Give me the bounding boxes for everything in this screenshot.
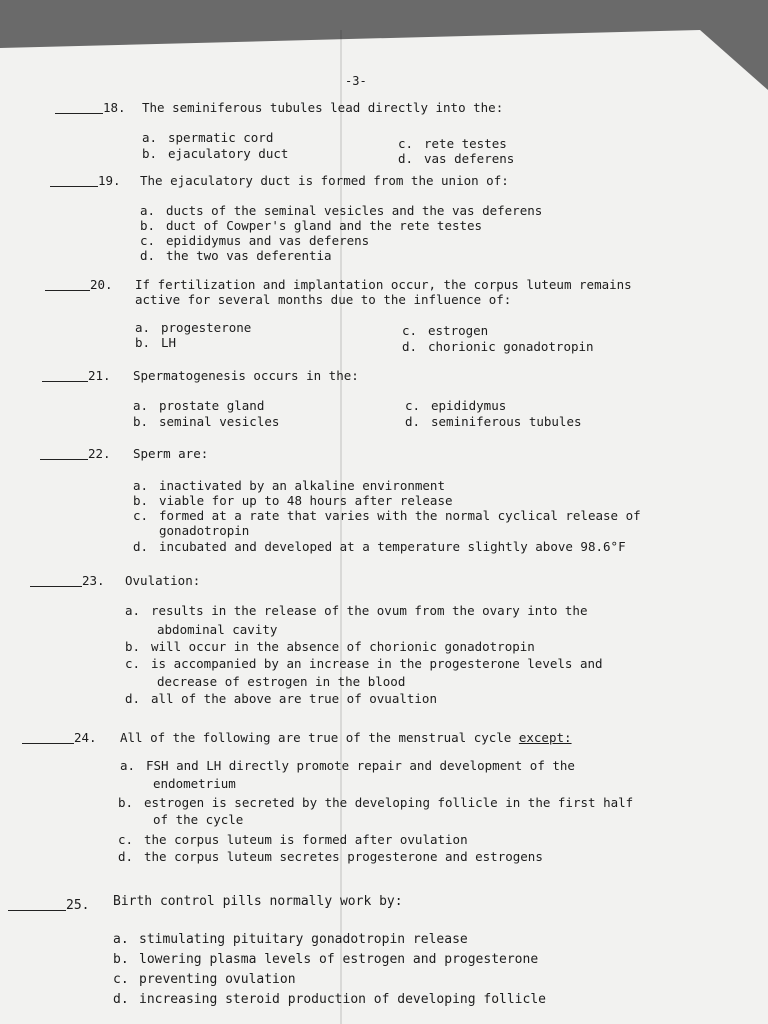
option-c: c. estrogen: [402, 323, 489, 338]
option-a: a. prostate gland: [133, 398, 265, 413]
answer-blank: [40, 459, 88, 460]
option-b: b. ejaculatory duct: [142, 146, 289, 161]
option-b: b. LH: [135, 335, 177, 350]
page-number: -3-: [345, 74, 367, 88]
option-a: a. ducts of the seminal vesicles and the vas deferens: [140, 203, 543, 218]
option-a: a. progesterone: [135, 320, 252, 335]
option-c: c. epididymus and vas deferens: [140, 233, 370, 248]
option-a: a. results in the release of the ovum from the ovary into the: [125, 603, 588, 618]
answer-blank: [22, 743, 74, 744]
option-d: d. the two vas deferentia: [140, 248, 332, 263]
question-stem-line-2: active for several months due to the influence of:: [135, 292, 512, 307]
answer-blank: [42, 381, 88, 382]
question-number: 25.: [66, 898, 90, 913]
option-a-continued: endometrium: [153, 776, 236, 791]
question-stem-emphasis: except:: [518, 730, 572, 745]
option-d: d. chorionic gonadotropin: [402, 339, 594, 354]
option-b: b. lowering plasma levels of estrogen and progesterone: [113, 952, 539, 967]
option-a: a. inactivated by an alkaline environment: [133, 478, 445, 493]
question-number: 22.: [88, 446, 111, 461]
option-c: c. rete testes: [398, 136, 507, 151]
option-a: a. FSH and LH directly promote repair and development of the: [120, 758, 575, 773]
question-stem: Ovulation:: [125, 573, 201, 588]
option-b: b. viable for up to 48 hours after release: [133, 493, 453, 508]
answer-blank: [50, 186, 98, 187]
option-c: c. preventing ovulation: [113, 972, 296, 987]
option-c: c. formed at a rate that varies with the normal cyclical release of: [133, 508, 641, 523]
question-stem: All of the following are true of the menstrual cycle except:: [120, 730, 572, 745]
question-number: 24.: [74, 730, 97, 745]
question-number: 23.: [82, 573, 105, 588]
option-a: a. spermatic cord: [142, 130, 274, 145]
question-number: 19.: [98, 173, 121, 188]
option-b: b. seminal vesicles: [133, 414, 280, 429]
option-c: c. epididymus: [405, 398, 507, 413]
question-stem: Birth control pills normally work by:: [113, 894, 403, 909]
question-number: 21.: [88, 368, 111, 383]
option-c-continued: decrease of estrogen in the blood: [157, 674, 406, 689]
question-stem-line-1: If fertilization and implantation occur, the corpus luteum remains: [135, 277, 632, 292]
option-b: b. duct of Cowper's gland and the rete testes: [140, 218, 483, 233]
question-number: 18.: [103, 100, 126, 115]
option-d: d. seminiferous tubules: [405, 414, 582, 429]
answer-blank: [30, 586, 82, 587]
option-d: d. vas deferens: [398, 151, 515, 166]
option-d: d. incubated and developed at a temperature slightly above 98.6°F: [133, 539, 626, 554]
question-stem: The seminiferous tubules lead directly into the:: [142, 100, 504, 115]
answer-blank: [8, 910, 66, 911]
option-a-continued: abdominal cavity: [157, 622, 278, 637]
option-c: c. the corpus luteum is formed after ovulation: [118, 832, 468, 847]
option-c-continued: gonadotropin: [159, 523, 250, 538]
question-stem: Spermatogenesis occurs in the:: [133, 368, 359, 383]
question-stem: Sperm are:: [133, 446, 209, 461]
option-d: d. increasing steroid production of developing follicle: [113, 992, 546, 1007]
question-number: 20.: [90, 277, 113, 292]
option-b-continued: of the cycle: [153, 812, 244, 827]
option-b: b. will occur in the absence of chorionic gonadotropin: [125, 639, 535, 654]
answer-blank: [55, 113, 103, 114]
option-d: d. all of the above are true of ovualtion: [125, 691, 437, 706]
option-b: b. estrogen is secreted by the developing follicle in the first half: [118, 795, 634, 810]
option-a: a. stimulating pituitary gonadotropin release: [113, 932, 468, 947]
answer-blank: [45, 290, 90, 291]
question-stem: The ejaculatory duct is formed from the union of:: [140, 173, 509, 188]
option-d: d. the corpus luteum secretes progesterone and estrogens: [118, 849, 543, 864]
option-c: c. is accompanied by an increase in the progesterone levels and: [125, 656, 603, 671]
